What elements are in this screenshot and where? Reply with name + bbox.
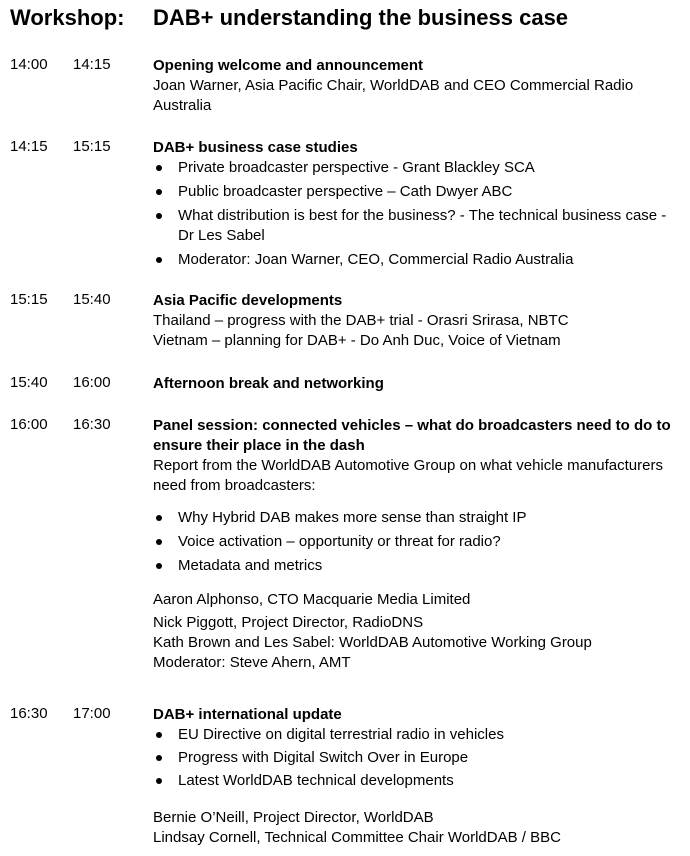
title-text: DAB+ understanding the business case — [153, 5, 569, 30]
bullet-icon — [156, 778, 162, 784]
list-item: Metadata and metrics — [153, 556, 683, 576]
title-label: Workshop: — [10, 5, 125, 30]
bullet-icon — [156, 257, 162, 263]
list-item: Voice activation – opportunity or threat for radio? — [153, 532, 683, 552]
list-item: Moderator: Joan Warner, CEO, Commercial Radio Australia — [153, 250, 683, 270]
session-end-time: 16:00 — [73, 374, 111, 391]
session-end-time: 16:30 — [73, 416, 111, 433]
bullet-list — [153, 158, 683, 270]
session-end-time: 17:00 — [73, 705, 111, 722]
speaker-line: Lindsay Cornell, Technical Committee Chair WorldDAB / BBC — [153, 829, 561, 846]
list-item: What distribution is best for the business? - The technical business case - Dr Les Sabel — [153, 206, 683, 246]
bullet-list — [153, 725, 683, 791]
list-item: Public broadcaster perspective – Cath Dwyer ABC — [153, 182, 683, 202]
bullet-icon — [156, 515, 162, 521]
speaker-line: Bernie O’Neill, Project Director, WorldDAB — [153, 809, 434, 826]
speaker-line: Kath Brown and Les Sabel: WorldDAB Automotive Working Group — [153, 634, 592, 651]
speaker-line: Aaron Alphonso, CTO Macquarie Media Limited — [153, 591, 471, 608]
session-start-time: 15:15 — [10, 291, 48, 308]
bullet-icon — [156, 539, 162, 545]
bullet-icon — [156, 165, 162, 171]
session-start-time: 16:30 — [10, 705, 48, 722]
bullet-icon — [156, 732, 162, 738]
list-item: Latest WorldDAB technical developments — [153, 771, 683, 791]
session-heading: DAB+ international update — [153, 706, 342, 723]
session-heading: Panel session: connected vehicles – what do broadcasters need to do to ensure their place in the dash — [153, 417, 671, 454]
bullet-list — [153, 508, 683, 576]
session-start-time: 16:00 — [10, 416, 48, 433]
list-item: Progress with Digital Switch Over in Europe — [153, 748, 683, 768]
session-line: Thailand – progress with the DAB+ trial - Orasri Srirasa, NBTC — [153, 312, 569, 329]
session-heading: Opening welcome and announcement — [153, 57, 424, 74]
session-start-time: 14:15 — [10, 138, 48, 155]
list-item: Why Hybrid DAB makes more sense than straight IP — [153, 508, 683, 528]
session-heading: Asia Pacific developments — [153, 292, 343, 309]
session-intro: Report from the WorldDAB Automotive Group on what vehicle manufacturers need from broadcasters: — [153, 457, 663, 494]
session-line: Vietnam – planning for DAB+ - Do Anh Duc, Voice of Vietnam — [153, 332, 561, 349]
session-line: Joan Warner, Asia Pacific Chair, WorldDAB and CEO Commercial Radio Australia — [153, 77, 634, 114]
speaker-line: Nick Piggott, Project Director, RadioDNS — [153, 614, 424, 631]
bullet-icon — [156, 189, 162, 195]
session-start-time: 14:00 — [10, 56, 48, 73]
session-start-time: 15:40 — [10, 374, 48, 391]
bullet-icon — [156, 213, 162, 219]
speaker-line: Moderator: Steve Ahern, AMT — [153, 654, 351, 671]
session-heading: DAB+ business case studies — [153, 139, 358, 156]
bullet-icon — [156, 755, 162, 761]
session-end-time: 15:40 — [73, 291, 111, 308]
session-end-time: 15:15 — [73, 138, 111, 155]
bullet-icon — [156, 563, 162, 569]
session-heading: Afternoon break and networking — [153, 375, 384, 392]
list-item: Private broadcaster perspective - Grant Blackley SCA — [153, 158, 683, 178]
session-end-time: 14:15 — [73, 56, 111, 73]
list-item: EU Directive on digital terrestrial radio in vehicles — [153, 725, 683, 745]
